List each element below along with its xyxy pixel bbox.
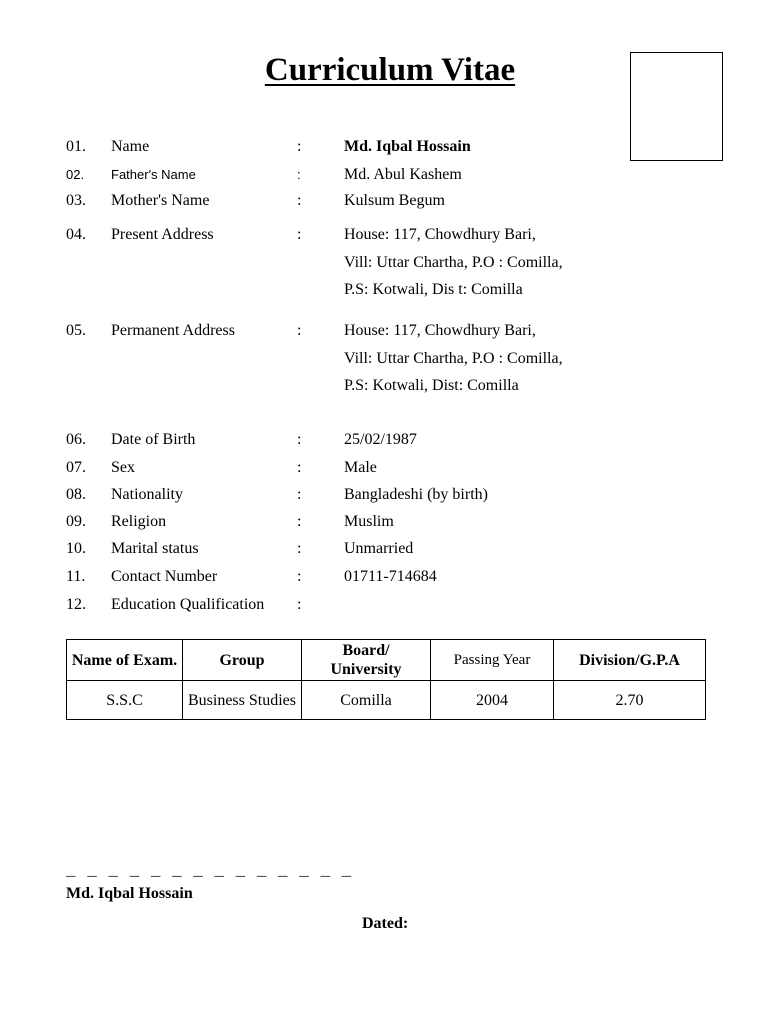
field-value: Unmarried [344, 540, 414, 557]
field-colon: : [297, 540, 302, 557]
field-label: Name [111, 138, 150, 155]
address-line: P.S: Kotwali, Dist: Comilla [344, 377, 519, 394]
field-label: Contact Number [111, 568, 218, 585]
field-colon: : [297, 322, 302, 339]
field-number: 09. [66, 513, 86, 530]
field-colon: : [297, 167, 301, 182]
field-value: Male [344, 459, 377, 476]
field-number: 07. [66, 459, 86, 476]
field-label: Nationality [111, 486, 183, 503]
address-line: Vill: Uttar Chartha, P.O : Comilla, [344, 253, 563, 271]
field-value: Md. Abul Kashem [344, 166, 462, 183]
field-label: Father's Name [111, 167, 196, 182]
field-number: 04. [66, 226, 86, 243]
field-number: 11. [66, 568, 86, 585]
field-number: 03. [66, 192, 86, 209]
address-line: P.S: Kotwali, Dis t: Comilla [344, 281, 523, 298]
table-row [67, 681, 706, 720]
column-header: Board/ University [302, 640, 431, 681]
column-header: Group [183, 640, 302, 681]
table-cell: Comilla [302, 681, 431, 720]
column-header: Division/G.P.A [554, 640, 706, 681]
dated-label: Dated: [362, 915, 409, 932]
column-header: Name of Exam. [67, 640, 183, 681]
field-number: 10. [66, 540, 86, 557]
field-number: 02. [66, 167, 85, 182]
field-colon: : [297, 568, 302, 585]
field-label: Permanent Address [111, 322, 235, 339]
education-table [66, 639, 706, 720]
field-value: Bangladeshi (by birth) [344, 486, 488, 503]
table-cell: 2.70 [554, 681, 706, 720]
field-value: Md. Iqbal Hossain [344, 138, 471, 155]
photo-placeholder [630, 52, 723, 161]
address-line: Vill: Uttar Chartha, P.O : Comilla, [344, 349, 563, 367]
cv-title: Curriculum Vitae [264, 52, 516, 88]
table-cell: Business Studies [183, 681, 302, 720]
field-label: Religion [111, 513, 167, 530]
column-header: Passing Year [431, 640, 554, 681]
field-value: Muslim [344, 513, 394, 530]
field-colon: : [297, 513, 302, 530]
field-colon: : [297, 138, 302, 155]
field-value: Kulsum Begum [344, 192, 445, 209]
field-colon: : [297, 596, 302, 613]
field-colon: : [297, 486, 302, 503]
field-label: Date of Birth [111, 431, 196, 448]
field-label: Education Qualification [111, 596, 265, 613]
field-value-address [344, 225, 563, 308]
table-header-row [67, 640, 706, 681]
table-cell: 2004 [431, 681, 554, 720]
signature-name: Md. Iqbal Hossain [66, 885, 193, 902]
field-value: 01711-714684 [344, 568, 437, 585]
field-colon: : [297, 192, 302, 209]
field-label: Mother's Name [111, 192, 210, 209]
field-number: 08. [66, 486, 86, 503]
address-line: House: 117, Chowdhury Bari, [344, 226, 536, 243]
table-cell: S.S.C [67, 681, 183, 720]
field-colon: : [297, 226, 302, 243]
field-number: 12. [66, 596, 86, 613]
field-number: 05. [66, 322, 86, 339]
field-label: Marital status [111, 540, 199, 557]
address-line: House: 117, Chowdhury Bari, [344, 322, 536, 339]
field-number: 06. [66, 431, 86, 448]
field-number: 01. [66, 138, 86, 155]
field-value-address [344, 321, 563, 404]
field-value: 25/02/1987 [344, 431, 417, 448]
field-colon: : [297, 459, 302, 476]
field-label: Present Address [111, 226, 214, 243]
field-colon: : [297, 431, 302, 448]
field-label: Sex [111, 459, 135, 476]
signature-line: _ _ _ _ _ _ _ _ _ _ _ _ _ _ [66, 862, 353, 880]
